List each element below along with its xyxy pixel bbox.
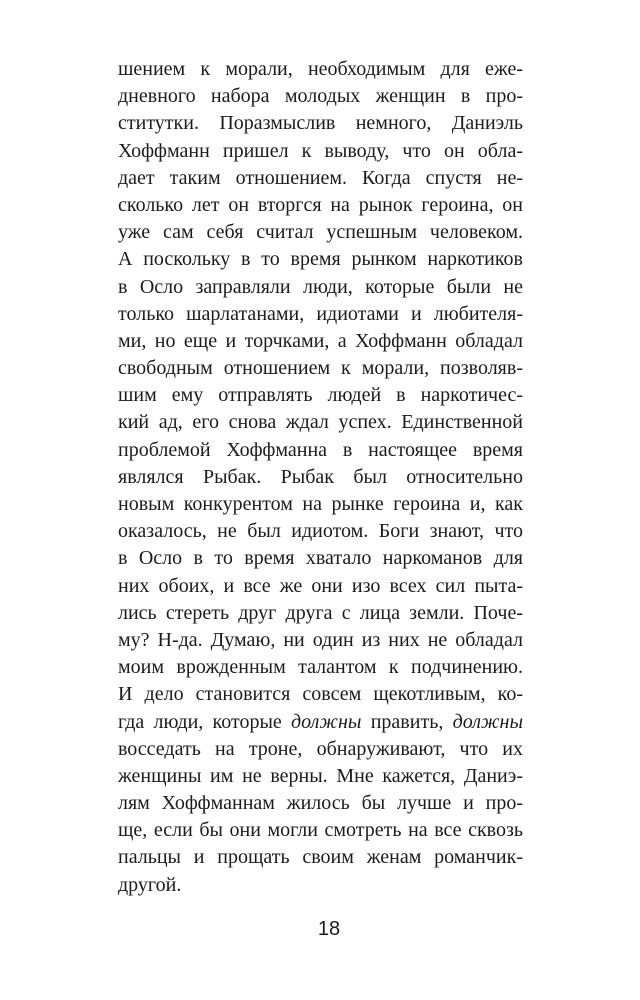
text-line: моим врожденным талантом к подчинению.	[118, 656, 523, 679]
text-line: другой.	[118, 873, 182, 896]
text-line: му? Н-да. Думаю, ни один из них не обладал	[118, 628, 523, 651]
text-line: пальцы и прощать своим женам романчик-	[118, 846, 523, 869]
text-line: шением к морали, необходимым для еже-	[118, 58, 523, 80]
text-line: ми, но еще и торчками, а Хоффманн обладал	[118, 329, 523, 352]
text-line: в Осло в то время хватало наркоманов для	[118, 547, 523, 570]
text-line: них обоих, и все же они изо всех сил пыта-	[118, 574, 523, 597]
text-line: Хоффманн пришел к выводу, что он обла-	[118, 139, 523, 162]
text-line: шим ему отправлять людей в наркотичес-	[118, 384, 523, 407]
text-line: ститутки. Поразмыслив немного, Даниэль	[118, 112, 523, 135]
text-line: лям Хоффманнам жилось бы лучше и про-	[118, 792, 523, 815]
text-line: ще, если бы они могли смотреть на все сквозь	[118, 819, 523, 842]
text-line: А поскольку в то время рынком наркотиков	[118, 248, 523, 271]
text-segment: гда люди, которые	[118, 710, 292, 733]
text-line: проблемой Хоффманна в настоящее время	[118, 438, 523, 461]
text-line: лись стереть друг друга с лица земли. Поче-	[118, 601, 523, 624]
text-line: в Осло заправляли люди, которые были не	[118, 275, 523, 298]
page-number: 18	[317, 918, 341, 940]
text-line: дает таким отношением. Когда спустя не-	[118, 166, 523, 189]
text-line: уже сам себя считал успешным человеком.	[118, 221, 523, 244]
emphasis-text: должны	[452, 710, 523, 733]
text-line: восседать на троне, обнаруживают, что их	[118, 737, 523, 760]
text-line: женщины им не верны. Мне кажется, Даниэ-	[118, 764, 523, 787]
text-line-with-emphasis	[118, 709, 523, 736]
text-line: новым конкурентом на рынке героина и, как	[118, 493, 523, 515]
emphasis-text: должны	[291, 710, 362, 733]
body-text	[118, 56, 523, 899]
text-line: сколько лет он вторгся на рынок героина, он	[118, 193, 523, 216]
text-line: являлся Рыбак. Рыбак был относительно	[118, 465, 523, 488]
text-line: кий ад, его снова ждал успех. Единственной	[118, 411, 523, 434]
text-line: дневного набора молодых женщин в про-	[118, 85, 523, 108]
text-line: только шарлатанами, идиотами и любителя-	[118, 302, 523, 325]
text-line: И дело становится совсем щекотливым, ко-	[118, 683, 523, 706]
text-segment: править,	[361, 710, 453, 733]
text-line: свободным отношением к морали, позволяв-	[118, 357, 523, 380]
text-line: оказалось, не был идиотом. Боги знают, что	[118, 520, 523, 543]
